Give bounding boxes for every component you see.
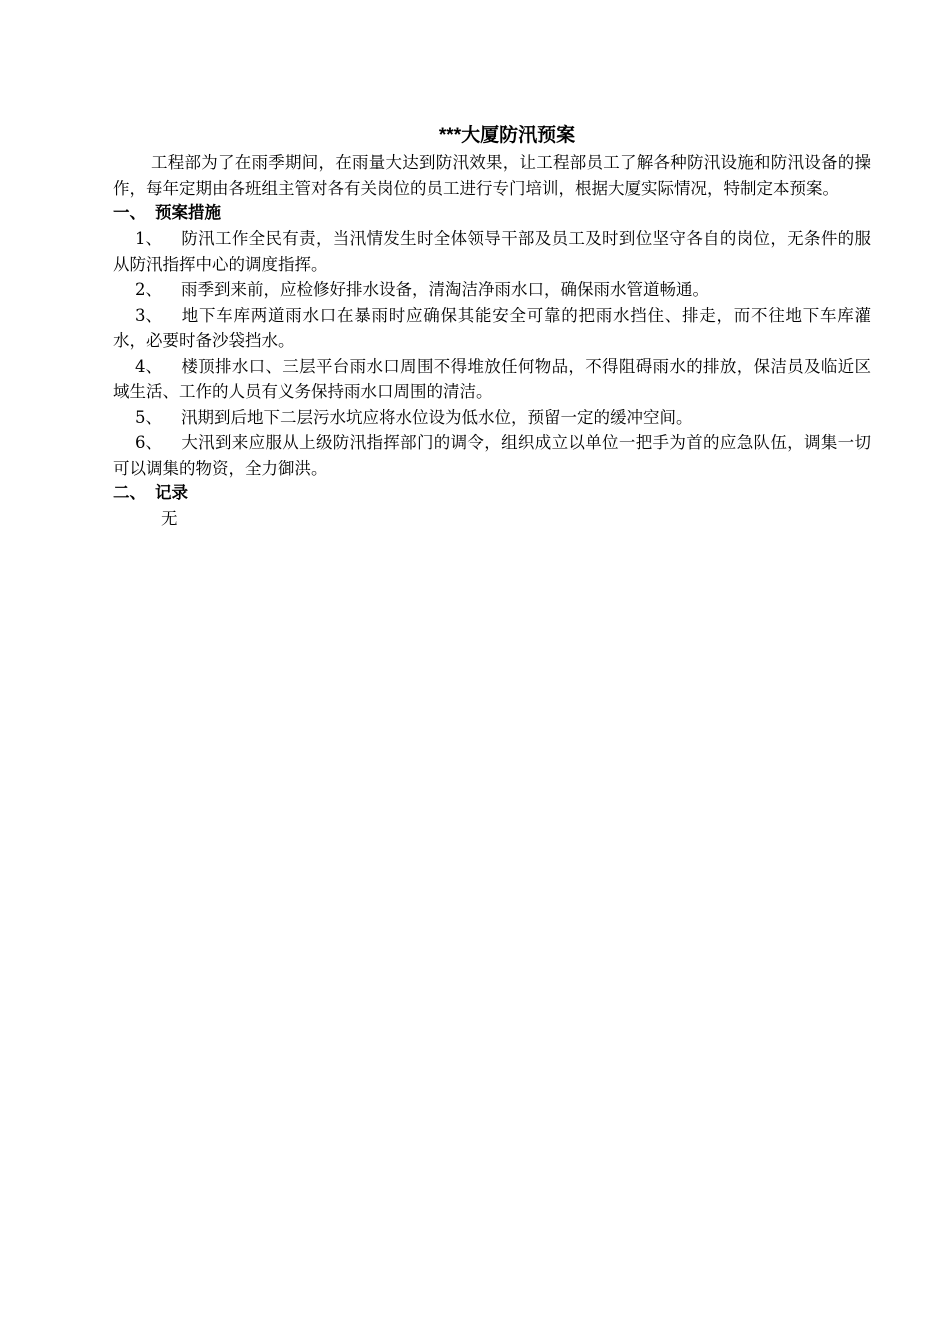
item-text: 防汛工作全民有责，当汛情发生时全体领导干部及员工及时到位坚守各自的岗位，无条件的服从防汛指挥中心的调度指挥。 [113,229,871,274]
intro-paragraph: 工程部为了在雨季期间，在雨量大达到防汛效果，让工程部员工了解各种防汛设施和防汛设备的操作，每年定期由各班组主管对各有关岗位的员工进行专门培训，根据大厦实际情况，特制定本预案。 [113,153,871,198]
section-heading [113,481,871,506]
section-number: 二、 [113,484,146,502]
list-item [113,303,871,354]
list-item [113,277,871,303]
item-number: 2、 [135,280,162,299]
list-item [113,405,871,431]
item-number: 3、 [135,305,162,325]
item-number: 1、 [135,229,162,248]
section-heading [113,201,871,226]
item-number: 6、 [135,433,162,452]
section-records [113,481,871,532]
item-number: 5、 [135,407,162,427]
list-item [113,226,871,277]
document-page [113,122,871,532]
item-text: 楼顶排水口、三层平台雨水口周围不得堆放任何物品，不得阻碍雨水的排放，保洁员及临近区域生活、工作的人员有义务保持雨水口周围的清洁。 [113,356,871,401]
record-body: 无 [161,509,178,528]
document-title: ***大厦防汛预案 [438,125,576,146]
item-number: 4、 [135,356,162,376]
list-item [113,354,871,405]
section-title: 预案措施 [155,204,221,222]
item-text: 地下车库两道雨水口在暴雨时应确保其能安全可靠的把雨水挡住、排走，而不往地下车库灌水，必要时备沙袋挡水。 [113,305,871,350]
section-measures [113,201,871,481]
section-title: 记录 [155,484,188,502]
section-number: 一、 [113,204,146,222]
item-text: 大汛到来应服从上级防汛指挥部门的调令，组织成立以单位一把手为首的应急队伍，调集一切可以调集的物资，全力御洪。 [113,433,871,478]
item-text: 雨季到来前，应检修好排水设备，清淘洁净雨水口，确保雨水管道畅通。 [181,280,709,299]
list-item [113,430,871,481]
item-text: 汛期到后地下二层污水坑应将水位设为低水位，预留一定的缓冲空间。 [181,407,693,427]
